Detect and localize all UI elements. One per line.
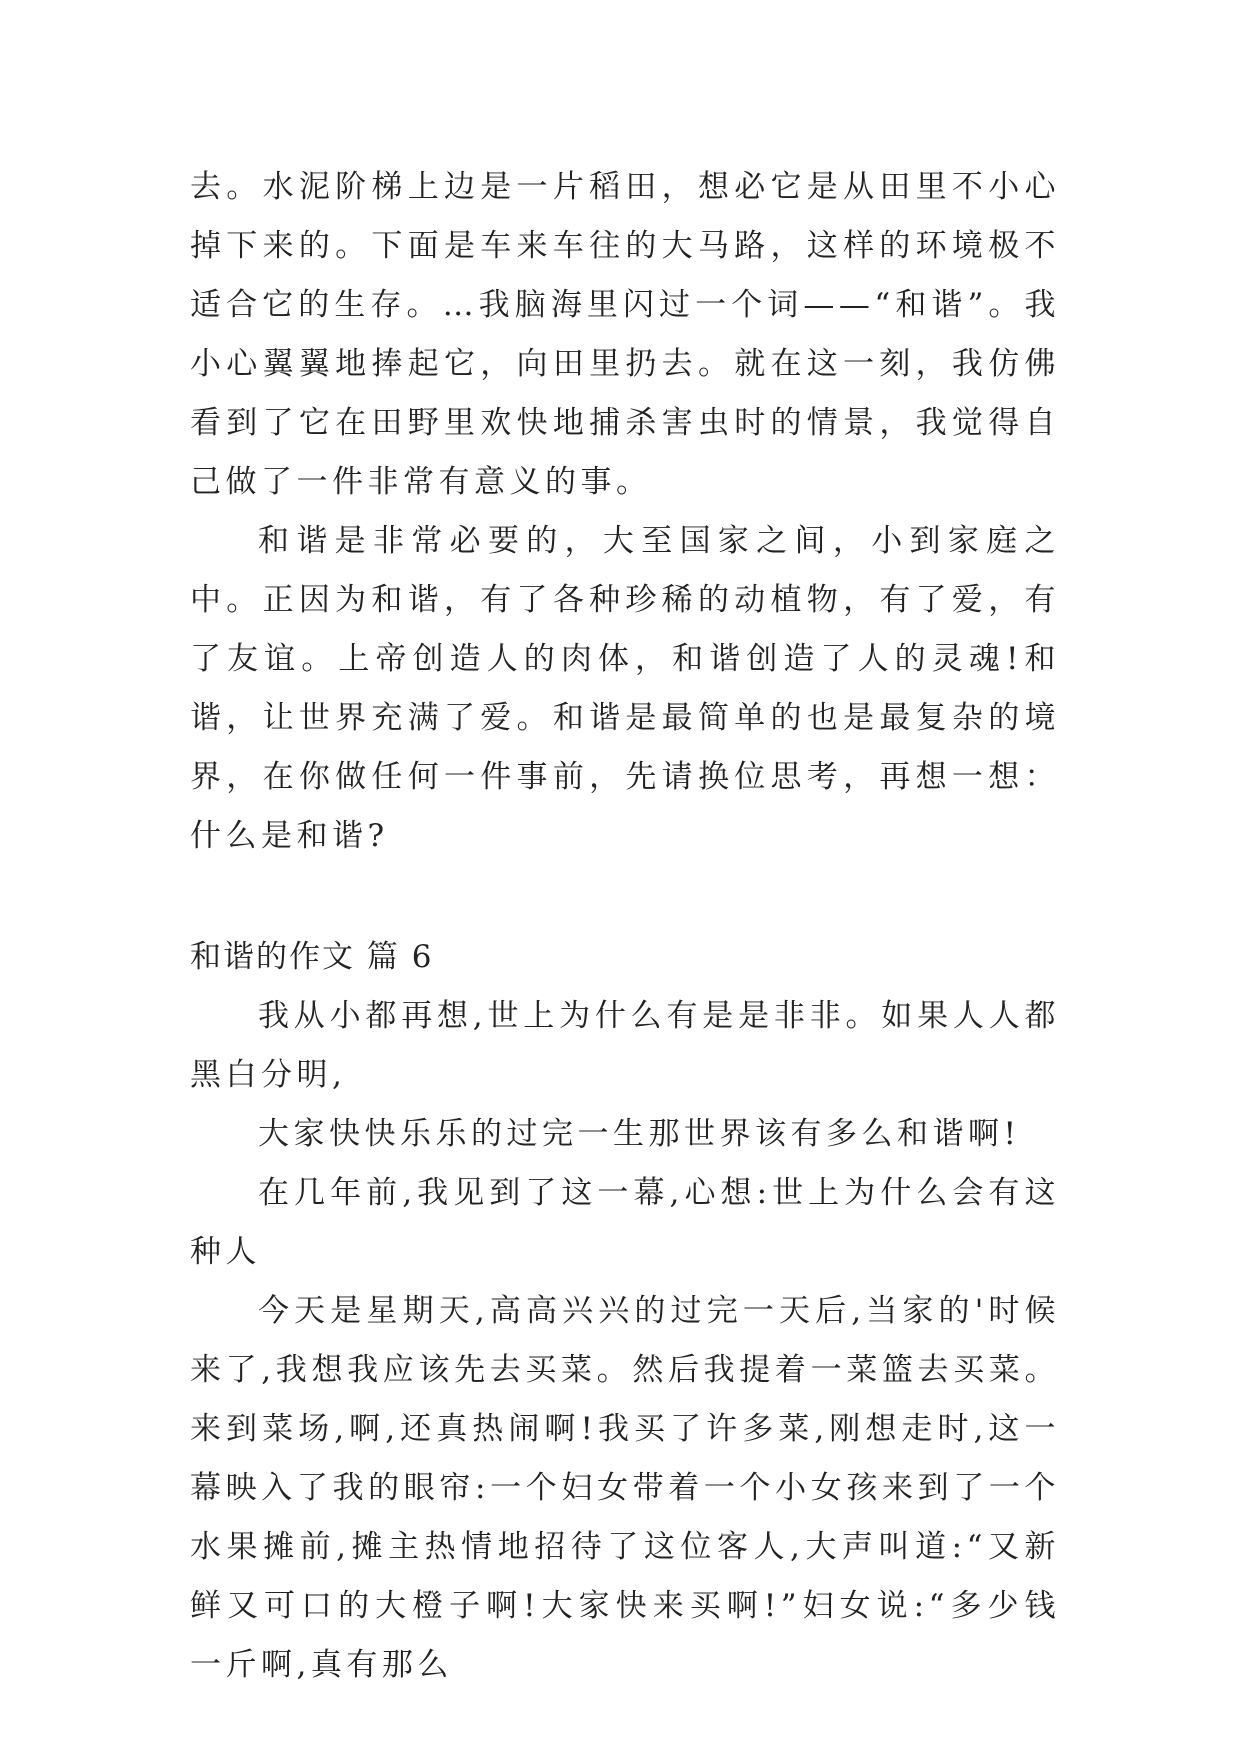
paragraph-happy-world: 大家快快乐乐的过完一生那世界该有多么和谐啊! xyxy=(258,1116,1021,1152)
document-body xyxy=(190,158,1060,1695)
paragraph-opening: 我从小都再想,世上为什么有是是非非。如果人人都黑白分明, xyxy=(190,998,1060,1093)
paragraph-harmony-reflection: 和谐是非常必要的，大至国家之间，小到家庭之中。正因为和谐，有了各种珍稀的动植物，有了爱，有了友谊。上帝创造人的肉体，和谐创造了人的灵魂!和谐，让世界充满了爱。和谐是最简单的也是最复杂的境界，在你做任何一件事前，先请换位思考，再想一想：什么是和谐? xyxy=(190,523,1060,854)
paragraph-continued-story: 去。水泥阶梯上边是一片稻田，想必它是从田里不小心掉下来的。下面是车来车往的大马路，这样的环境极不适合它的生存。…我脑海里闪过一个词——“和谐”。我小心翼翼地捧起它，向田里扔去。就在这一刻，我仿佛看到了它在田野里欢快地捕杀害虫时的情景，我觉得自己做了一件非常有意义的事。 xyxy=(190,169,1060,500)
section-heading: 和谐的作文 篇 6 xyxy=(190,939,434,975)
paragraph-years-ago: 在几年前,我见到了这一幕,心想:世上为什么会有这种人 xyxy=(190,1175,1060,1270)
paragraph-market-scene: 今天是星期天,高高兴兴的过完一天后,当家的'时候来了,我想我应该先去买菜。然后我提着一菜篮去买菜。来到菜场,啊,还真热闹啊!我买了许多菜,刚想走时,这一幕映入了我的眼帘:一个妇女带着一个小女孩来到了一个水果摊前,摊主热情地招待了这位客人,大声叫道:“又新鲜又可口的大橙子啊!大家快来买啊!”妇女说:“多少钱一斤啊,真有那么 xyxy=(190,1293,1060,1683)
